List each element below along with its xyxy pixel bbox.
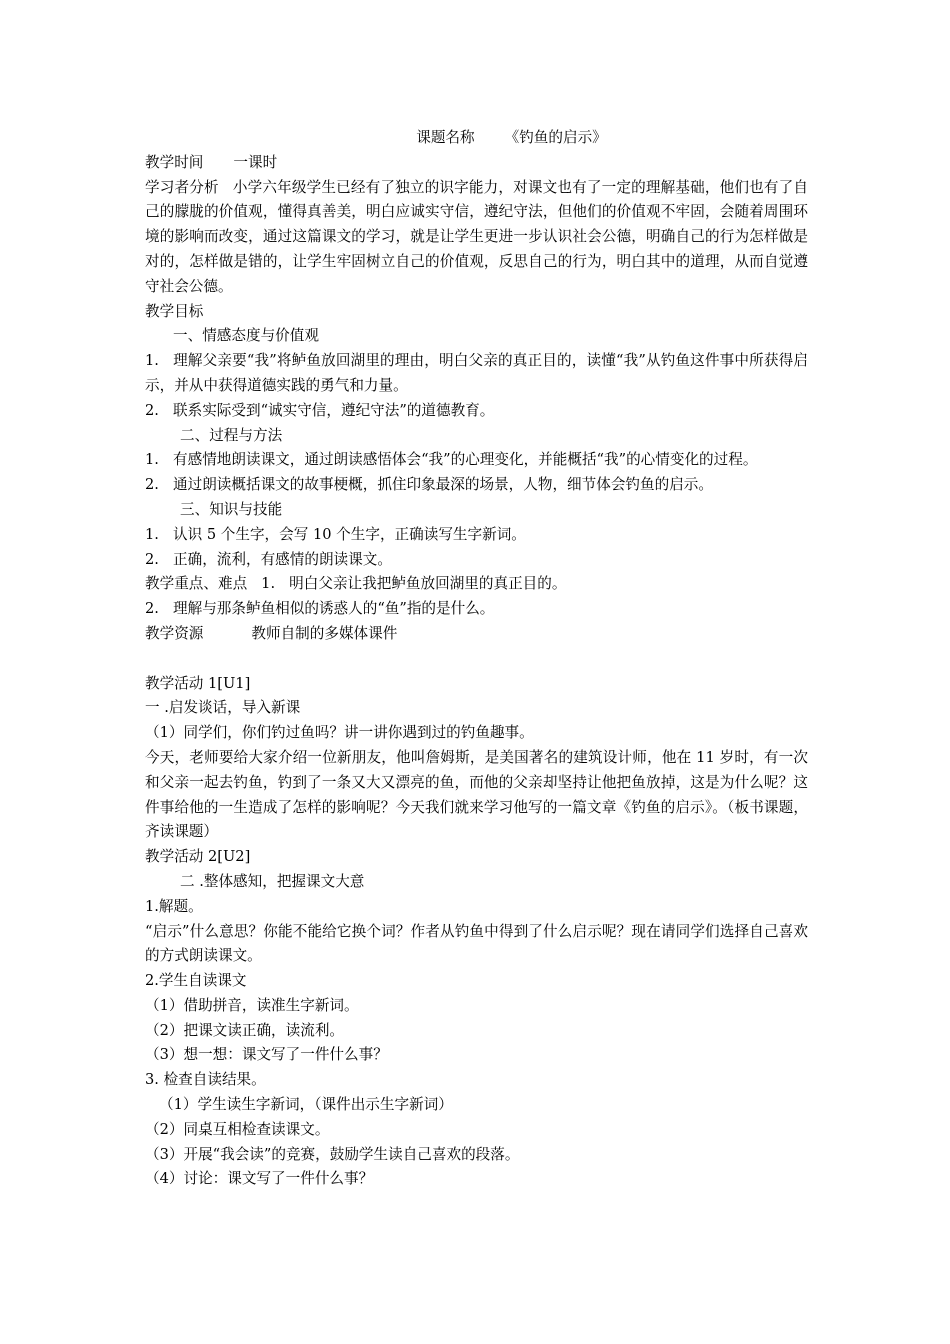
lesson-title xyxy=(145,126,808,151)
item-text: 明白父亲让我把鲈鱼放回湖里的真正目的。 xyxy=(289,575,567,593)
title-value: 《钓鱼的启示》 xyxy=(504,129,607,146)
activity-2-item-2: 2.学生自读课文 xyxy=(145,972,247,990)
learner-label: 学习者分析 xyxy=(145,178,219,196)
item-number: 1. xyxy=(145,451,159,469)
document-page xyxy=(145,126,808,1192)
activity-2-paragraph: “启示”什么意思？你能不能给它换个词？作者从钓鱼中得到了什么启示呢？现在请同学们选择自己喜欢的方式朗读课文。 xyxy=(145,922,808,965)
goals-section-2: 二、过程与方法 xyxy=(180,426,283,444)
activity-2-item-3: 3. 检查自读结果。 xyxy=(145,1071,266,1089)
spacer xyxy=(145,647,808,672)
goal-3-2 xyxy=(145,548,808,573)
item-number: 2. xyxy=(145,550,159,568)
item-number: 1. xyxy=(145,525,159,543)
title-label: 课题名称 xyxy=(416,129,475,146)
goals-section-1: 一、情感态度与价值观 xyxy=(173,327,319,345)
list-item: （3）想一想：课文写了一件什么事？ xyxy=(145,1046,388,1064)
time-label: 教学时间 xyxy=(145,153,204,171)
item-text: 理解父亲要“我”将鲈鱼放回湖里的理由，明白父亲的真正目的，读懂“我”从钓鱼这件事中所获得启示，并从中获得道德实践的勇气和力量。 xyxy=(145,352,808,394)
item-number: 1. xyxy=(145,352,159,370)
item-text: 有感情地朗读课文，通过朗读感悟体会“我”的心理变化，并能概括“我”的心情变化的过程。 xyxy=(173,451,758,469)
activity-2-subheading: 二 .整体感知，把握课文大意 xyxy=(180,872,365,890)
learner-analysis xyxy=(145,176,808,300)
item-text: 联系实际受到“诚实守信，遵纪守法”的道德教育。 xyxy=(173,401,495,419)
resource-value: 教师自制的多媒体课件 xyxy=(251,624,398,642)
item-number: 2. xyxy=(145,476,159,494)
list-item: （2）同桌互相检查读课文。 xyxy=(145,1120,330,1138)
item-number: 2. xyxy=(145,600,159,618)
item-number: 1. xyxy=(261,575,276,593)
learner-text: 小学六年级学生已经有了独立的识字能力，对课文也有了一定的理解基础，他们也有了自己的朦胧的价值观，懂得真善美，明白应诚实守信，遵纪守法，但他们的价值观不牢固，会随着周围环境的影响而改变，通过这篇课文的学习，就是让学生更进一步认识社会公德，明确自己的行为怎样做是对的，怎样做是错的，让学生牢固树立自己的价值观，反思自己的行为，明白其中的道理，从而自觉遵守社会公德。 xyxy=(145,178,808,295)
list-item: （1）借助拼音，读准生字新词。 xyxy=(145,996,359,1014)
activity-2-heading: 教学活动 2[U2] xyxy=(145,848,251,866)
goal-2-1 xyxy=(145,448,808,473)
goals-heading: 教学目标 xyxy=(145,302,204,320)
activity-2-item-1: 1.解题。 xyxy=(145,897,203,915)
goal-1-1 xyxy=(145,349,808,399)
goal-1-2 xyxy=(145,399,808,424)
activity-1-question: （1）同学们，你们钓过鱼吗？讲一讲你遇到过的钓鱼趣事。 xyxy=(145,724,534,742)
goal-2-2 xyxy=(145,473,808,498)
time-value: 一课时 xyxy=(233,153,278,171)
key-points xyxy=(145,572,808,597)
list-item: （3）开展“我会读”的竞赛，鼓励学生读自己喜欢的段落。 xyxy=(145,1145,520,1163)
list-item: （4）讨论：课文写了一件什么事？ xyxy=(145,1170,374,1188)
resource-label: 教学资源 xyxy=(145,624,204,642)
activity-1-subheading: 一 .启发谈话，导入新课 xyxy=(145,699,301,717)
key-label: 教学重点、难点 xyxy=(145,575,248,593)
activity-1-paragraph: 今天，老师要给大家介绍一位新朋友，他叫詹姆斯，是美国著名的建筑设计师，他在 11 岁时，有一次和父亲一起去钓鱼，钓到了一条又大又漂亮的鱼，而他的父亲却坚持让他把鱼放掉，这是为什么呢？这件事给他的一生造成了怎样的影响呢？今天我们就来学习他写的一篇文章《钓鱼的启示》。（板书课题，齐读课题） xyxy=(145,748,808,841)
teaching-resources xyxy=(145,622,808,647)
goal-3-1 xyxy=(145,523,808,548)
key-point-2 xyxy=(145,597,808,622)
goals-section-3: 三、知识与技能 xyxy=(180,500,283,518)
item-text: 正确，流利，有感情的朗读课文。 xyxy=(173,550,392,568)
list-item: （1）学生读生字新词，（课件出示生字新词） xyxy=(159,1096,453,1114)
activity-1-heading: 教学活动 1[U1] xyxy=(145,674,251,692)
list-item: （2）把课文读正确，读流利。 xyxy=(145,1021,345,1039)
teaching-time xyxy=(145,151,808,176)
item-number: 2. xyxy=(145,401,159,419)
item-text: 理解与那条鲈鱼相似的诱惑人的“鱼”指的是什么。 xyxy=(173,600,495,618)
item-text: 认识 5 个生字，会写 10 个生字，正确读写生字新词。 xyxy=(173,525,526,543)
item-text: 通过朗读概括课文的故事梗概，抓住印象最深的场景，人物，细节体会钓鱼的启示。 xyxy=(173,476,713,494)
